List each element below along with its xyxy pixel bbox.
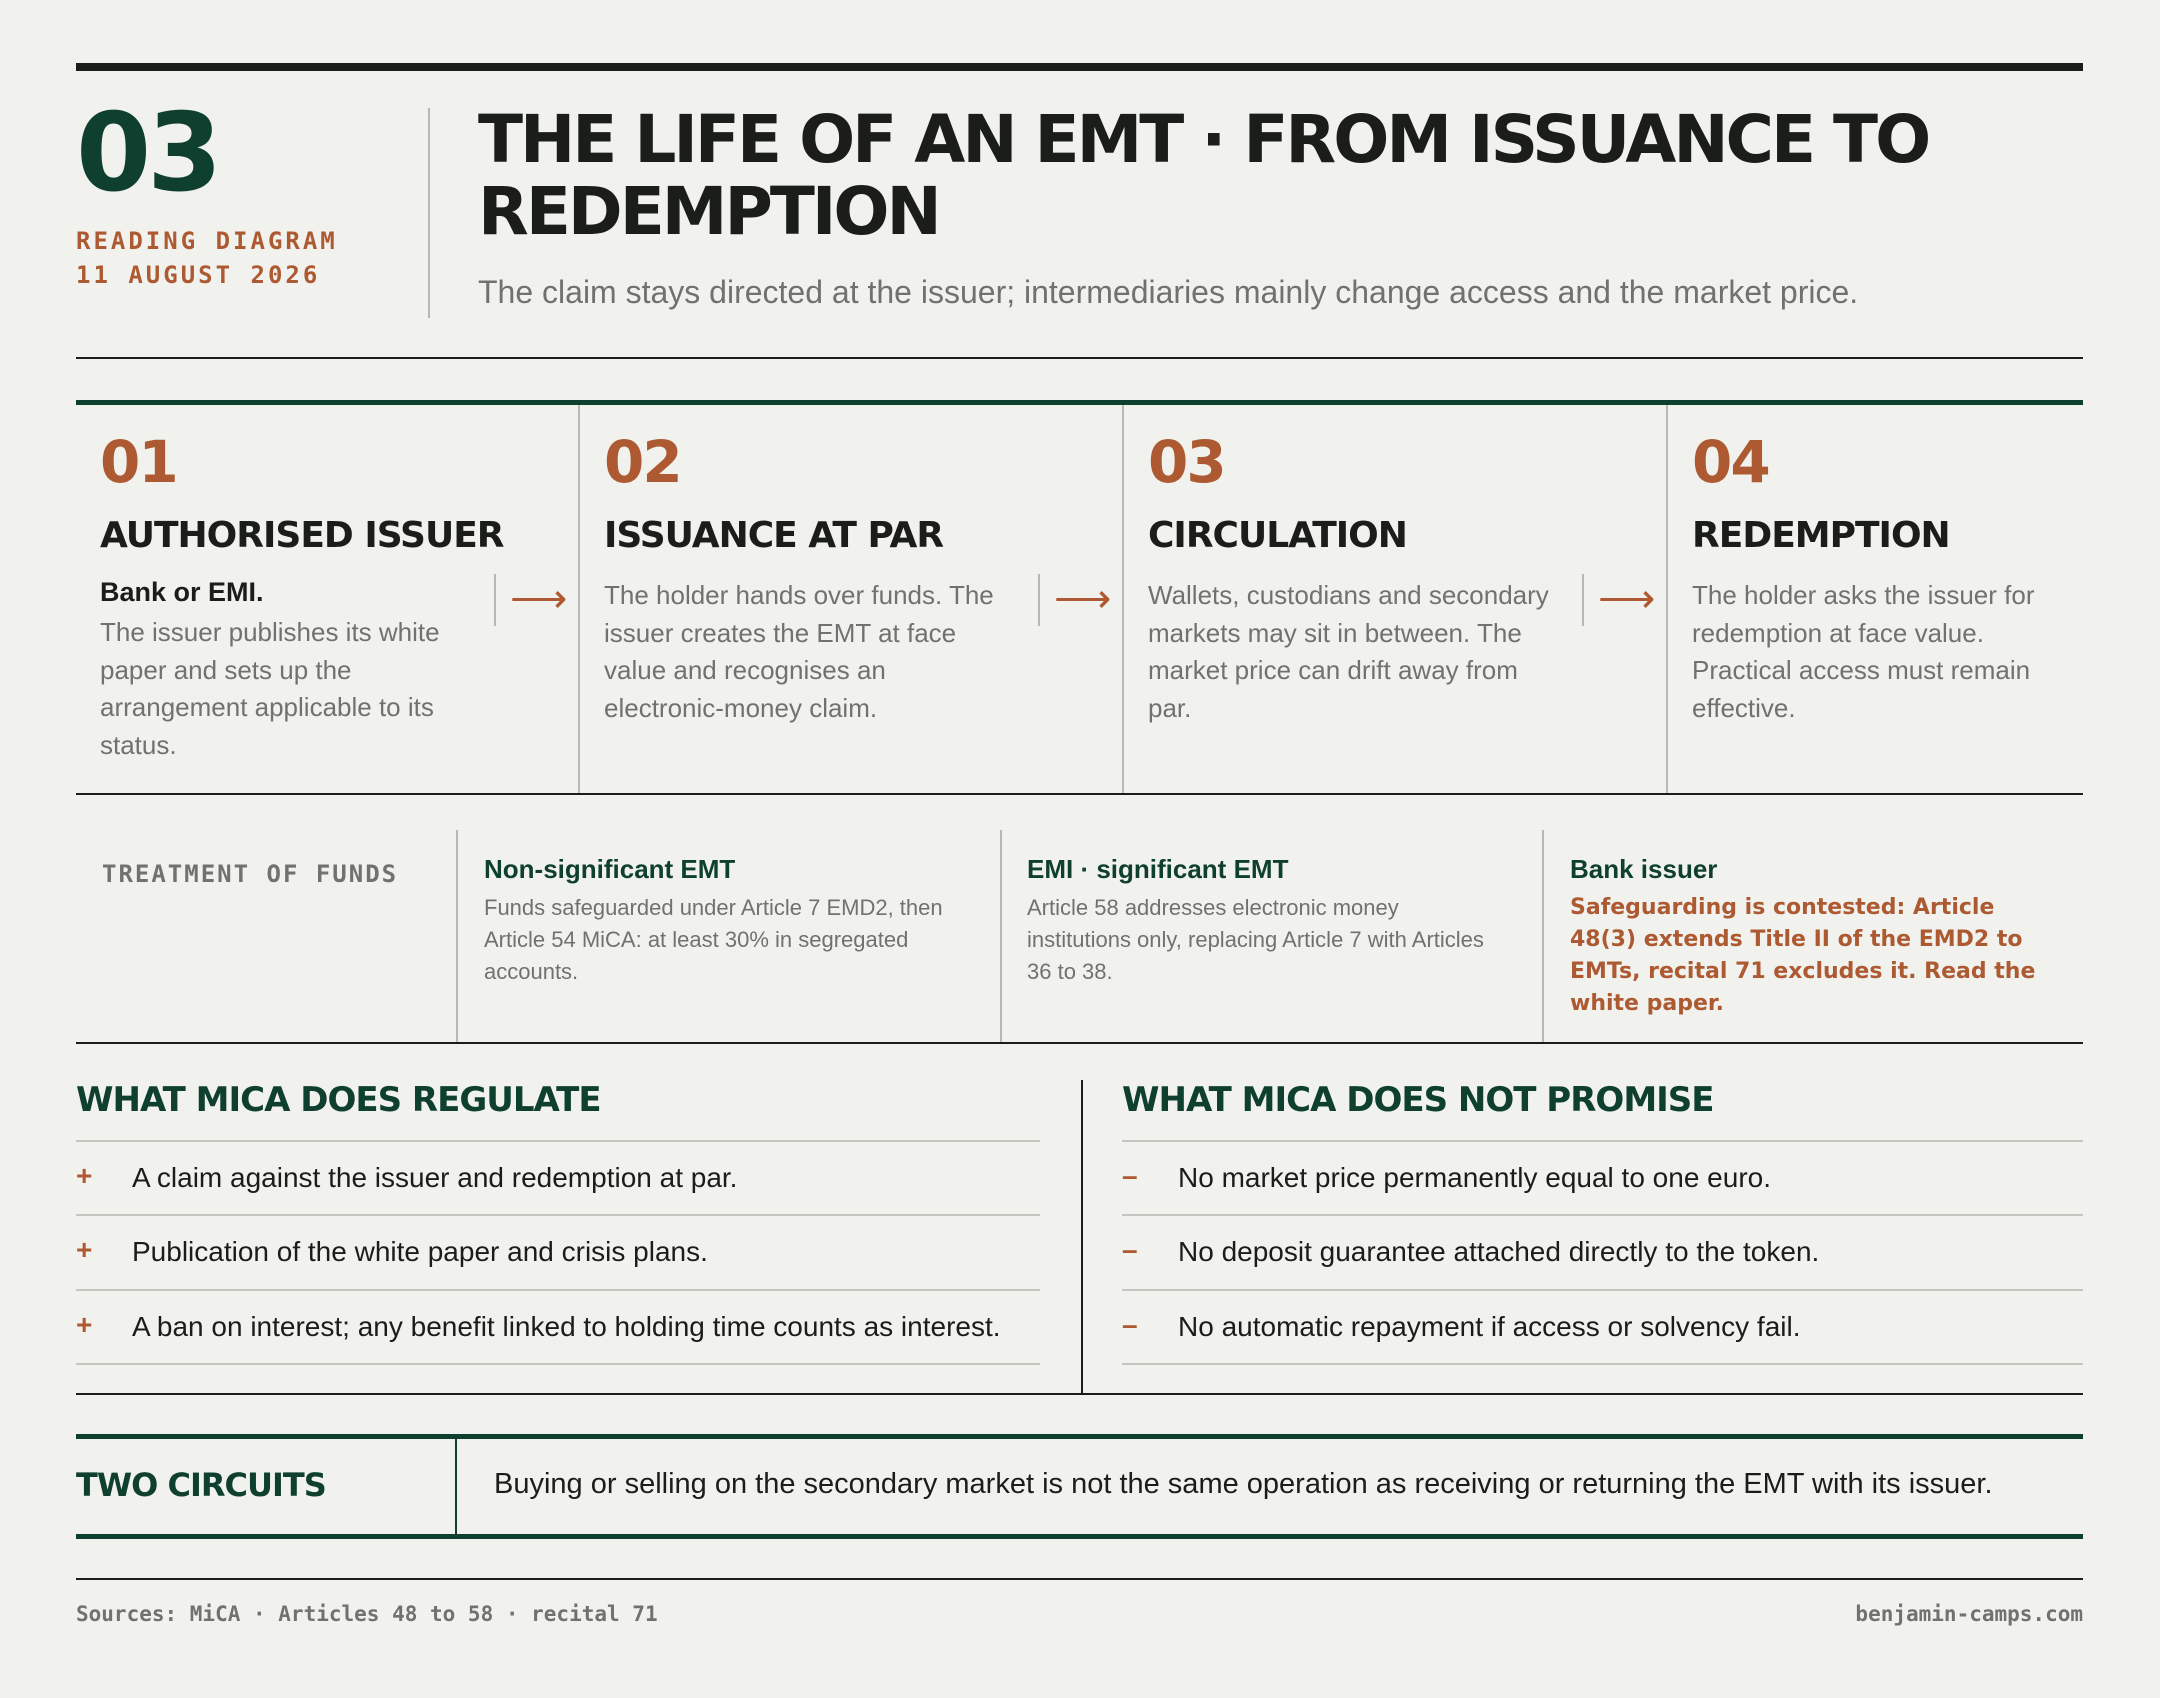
step-number: 04 [1692,428,1769,496]
minus-icon: – [1122,1309,1138,1340]
step-description: The holder asks the issuer for redemption at face value. Practical access must remain effective. [1692,580,2035,723]
lists-divider [1081,1080,1083,1395]
list-rule [76,1214,1040,1216]
list-item: No automatic repayment if access or solvency fail. [1178,1311,1801,1342]
step-authorised-issuer [76,405,578,794]
step-title: REDEMPTION [1692,515,1950,556]
list-rule [1122,1289,2083,1291]
funds-divider [1542,830,1544,1042]
list-item: Publication of the white paper and crisis plans. [132,1236,708,1267]
circuits-top-rule [76,1434,2083,1439]
page-subtitle: The claim stays directed at the issuer; intermediaries mainly change access and the market price. [478,274,1859,310]
header-rule [76,357,2083,359]
arrow-divider [1582,574,1584,626]
step-description: Wallets, custodians and secondary markets may sit in between. The market price can drift away from par. [1148,580,1549,723]
list-rule [76,1289,1040,1291]
funds-col-title: EMI · significant EMT [1027,854,1289,884]
footer-rule [76,1578,2083,1580]
circuits-bottom-rule [76,1534,2083,1539]
list-rule [1122,1214,2083,1216]
funds-warning-text: Safeguarding is contested: Article 48(3) extends Title II of the EMD2 to EMTs, recital 71 excludes it. Read the white paper. [1570,895,2036,1016]
top-rule [76,63,2083,71]
step-number: 03 [1148,428,1225,496]
footer-site-link[interactable]: benjamin-camps.com [1855,1602,2083,1626]
list-item: No deposit guarantee attached directly to the token. [1178,1236,1820,1267]
arrow-right-icon: ⟶ [1054,577,1112,621]
funds-col-title: Bank issuer [1570,854,1718,884]
funds-divider [1000,830,1002,1042]
step-title: CIRCULATION [1148,515,1407,556]
step-issuance-at-par [580,405,1122,794]
step-number: 02 [604,428,681,496]
not-promise-title: WHAT MICA DOES NOT PROMISE [1122,1080,1714,1120]
diagram-kicker [76,224,338,292]
step-redemption [1668,405,2083,794]
regulate-title: WHAT MICA DOES REGULATE [76,1080,601,1120]
circuits-label: TWO CIRCUITS [76,1466,326,1504]
header-divider [428,108,430,318]
minus-icon: – [1122,1160,1138,1191]
page-title: THE LIFE OF AN EMT · FROM ISSUANCE TO REDEMPTION [478,101,1929,250]
minus-icon: – [1122,1234,1138,1265]
diagram-number: 03 [76,91,219,216]
arrow-right-icon: ⟶ [510,577,568,621]
step-title: AUTHORISED ISSUER [100,515,504,556]
footer-sources: Sources: MiCA · Articles 48 to 58 · recital 71 [76,1602,658,1626]
funds-col-title: Non-significant EMT [484,854,736,884]
step-title: ISSUANCE AT PAR [604,515,944,556]
steps-bottom-rule [76,793,2083,795]
funds-col-text: Article 58 addresses electronic money institutions only, replacing Article 7 with Articles 36 to 38. [1027,895,1484,984]
step-number: 01 [100,428,177,496]
step-description: The holder hands over funds. The issuer creates the EMT at face value and recognises an electronic-money claim. [604,580,994,723]
funds-label: TREATMENT OF FUNDS [102,860,399,888]
infographic-page [76,0,2083,1698]
plus-icon: + [76,1160,93,1191]
funds-divider [456,830,458,1042]
arrow-right-icon: ⟶ [1598,577,1656,621]
list-rule [1122,1140,2083,1142]
arrow-divider [494,574,496,626]
step-circulation [1124,405,1666,794]
kicker-label: READING DIAGRAM [76,227,338,255]
list-item: A ban on interest; any benefit linked to holding time counts as interest. [132,1311,1001,1342]
funds-bottom-rule [76,1042,2083,1044]
arrow-divider [1038,574,1040,626]
kicker-date: 11 AUGUST 2026 [76,261,321,289]
step-description: The issuer publishes its white paper and sets up the arrangement applicable to its status. [100,617,440,760]
step-lead: Bank or EMI. [100,577,264,607]
circuits-divider [455,1439,457,1534]
list-rule [76,1140,1040,1142]
list-rule [76,1363,1040,1365]
lists-bottom-rule [76,1393,2083,1395]
funds-col-text: Funds safeguarded under Article 7 EMD2, then Article 54 MiCA: at least 30% in segregated accounts. [484,895,943,984]
list-item: A claim against the issuer and redemption at par. [132,1162,738,1193]
list-rule [1122,1363,2083,1365]
plus-icon: + [76,1309,93,1340]
plus-icon: + [76,1234,93,1265]
list-item: No market price permanently equal to one euro. [1178,1162,1771,1193]
circuits-text: Buying or selling on the secondary market is not the same operation as receiving or returning the EMT with its issuer. [494,1468,1993,1500]
